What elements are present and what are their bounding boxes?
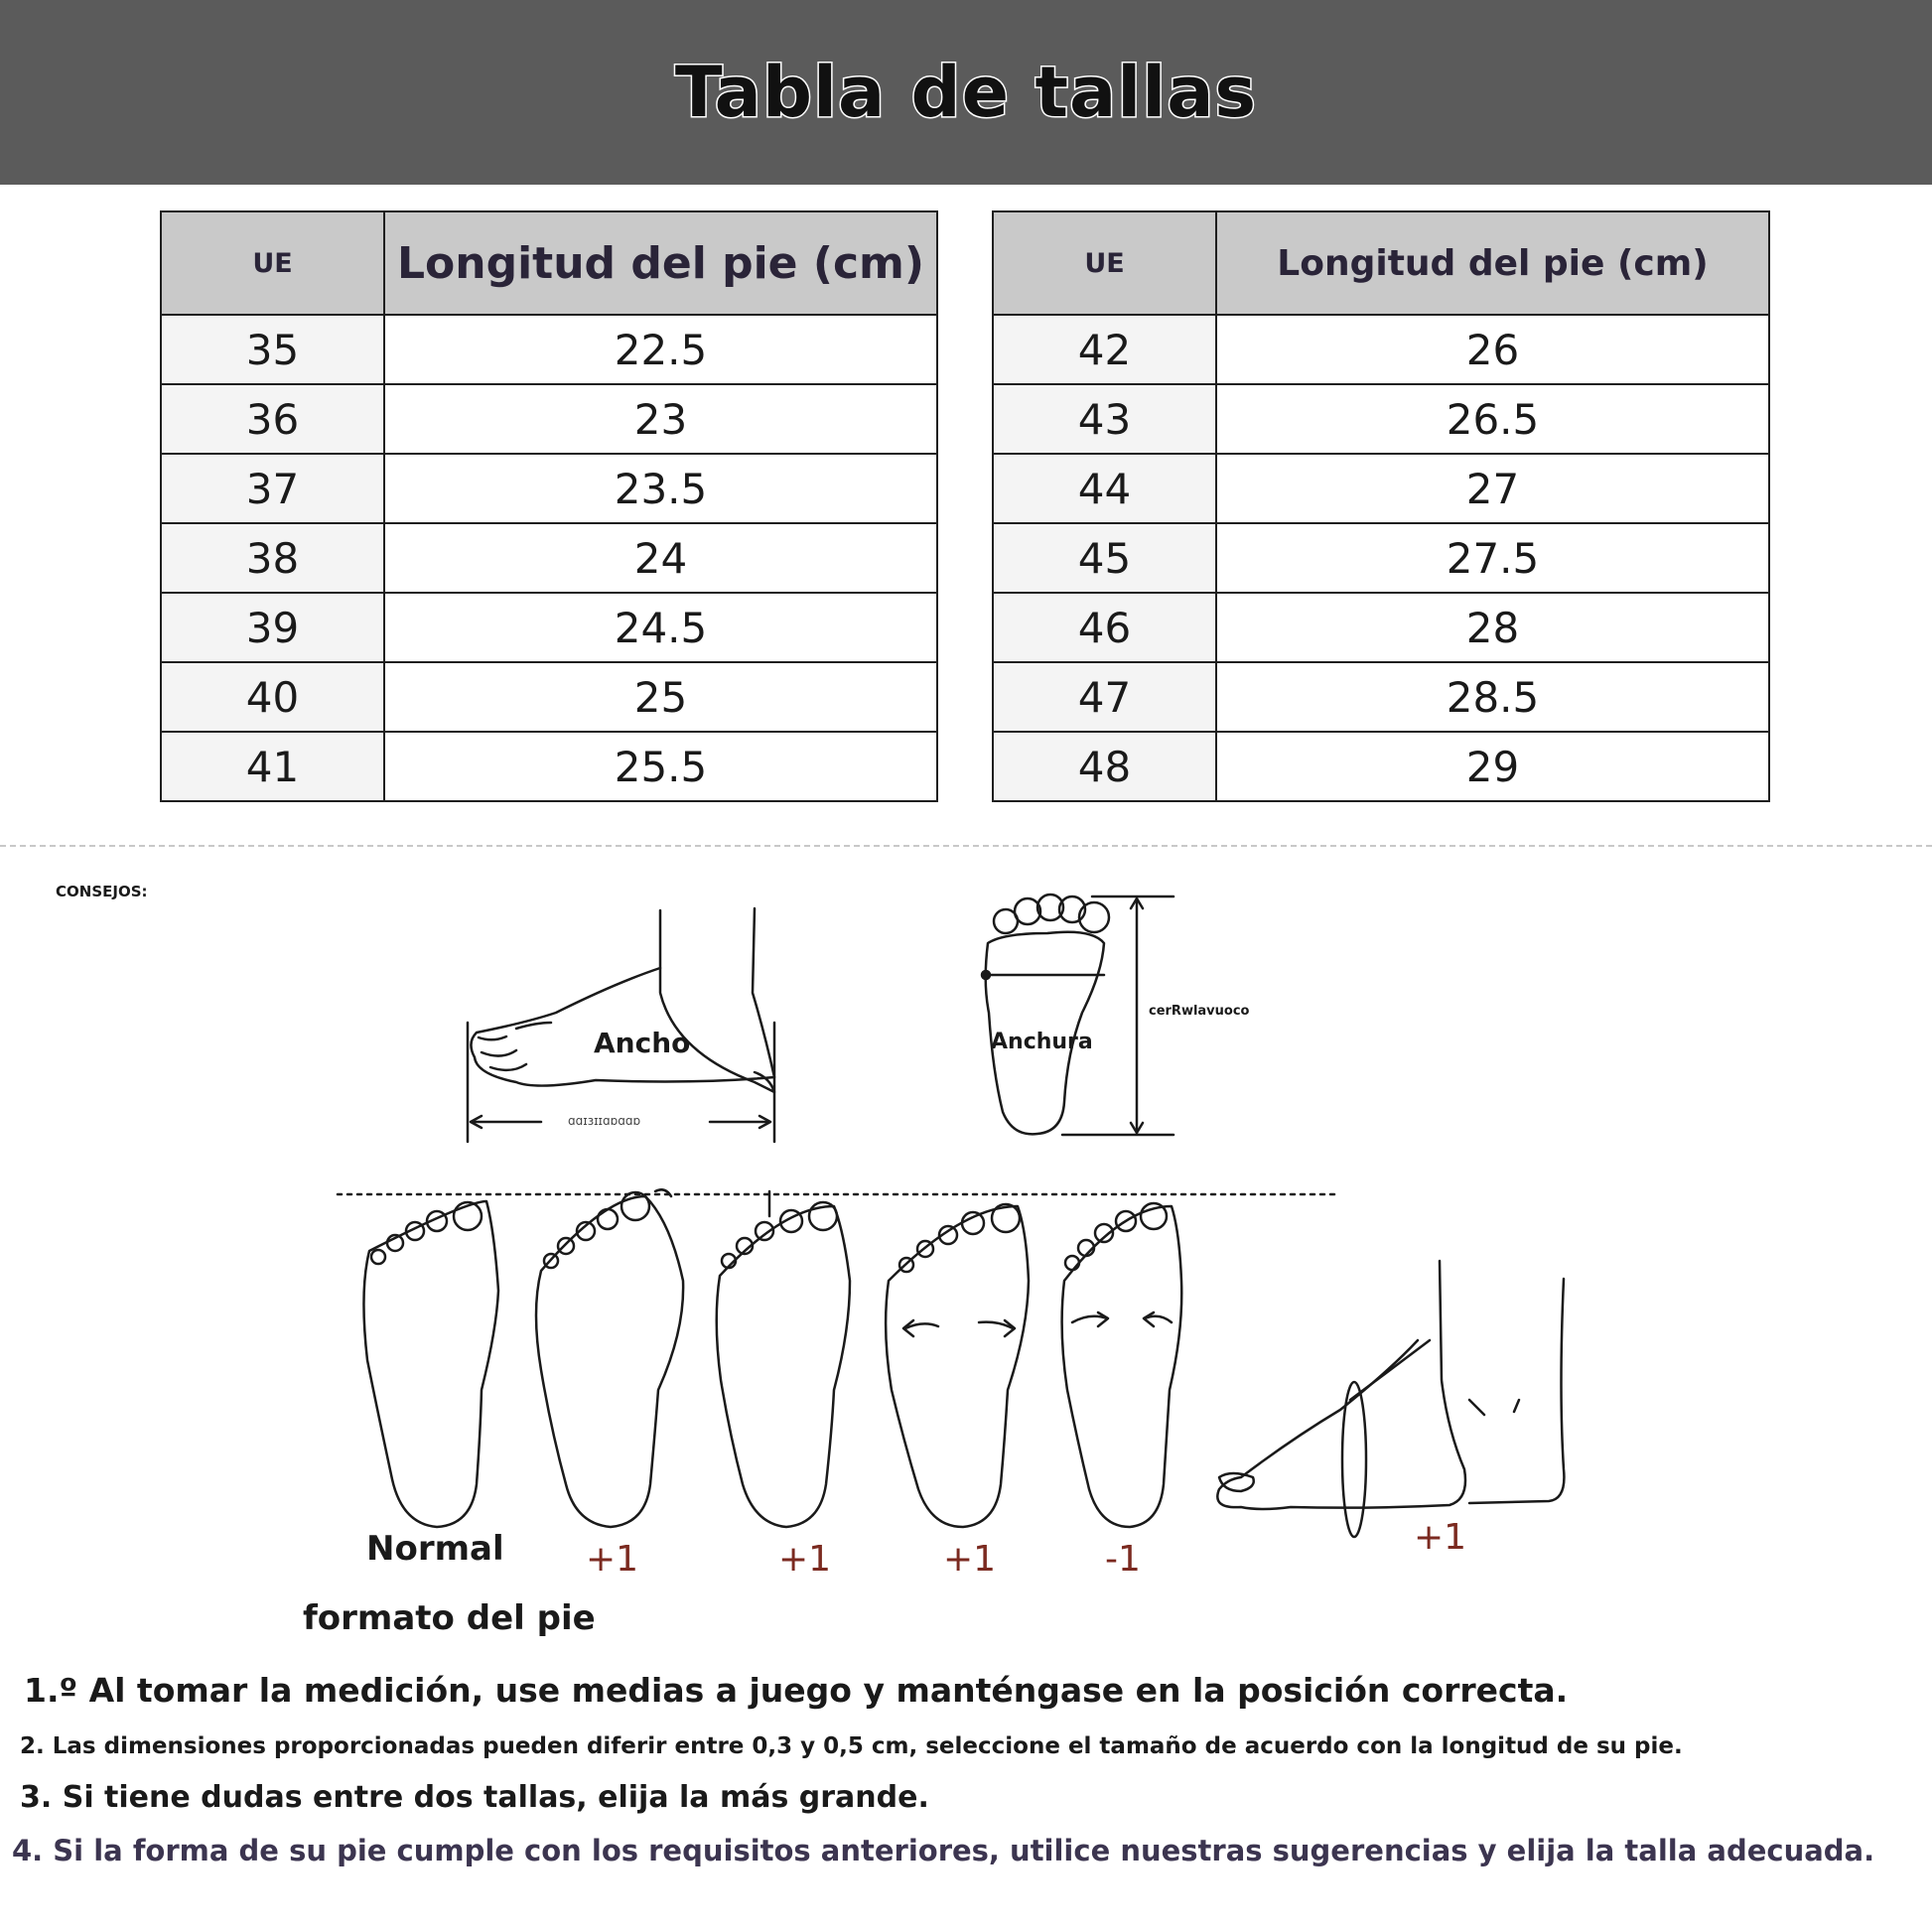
cell-ue: 41 <box>161 732 384 801</box>
cell-length: 23.5 <box>384 454 937 523</box>
side-foot-measure-label: ɑɑɪɜɪɪɑɒɑɑɒ <box>568 1114 641 1128</box>
cell-ue: 40 <box>161 662 384 732</box>
header-length: Longitud del pie (cm) <box>1216 211 1769 315</box>
adjust-label: +1 <box>586 1539 639 1580</box>
cell-length: 26 <box>1216 315 1769 384</box>
side-foot-icon <box>468 908 774 1142</box>
top-foot-icon <box>982 895 1173 1135</box>
cell-length: 24.5 <box>384 593 937 662</box>
cell-length: 27 <box>1216 454 1769 523</box>
cell-length: 26.5 <box>1216 384 1769 454</box>
cell-length: 29 <box>1216 732 1769 801</box>
cell-ue: 44 <box>993 454 1216 523</box>
cell-length: 25 <box>384 662 937 732</box>
cell-length: 22.5 <box>384 315 937 384</box>
tip-1: 1.º Al tomar la medición, use medias a juego y manténgase en la posición correcta. <box>24 1671 1569 1710</box>
adjust-label: +1 <box>1414 1517 1467 1558</box>
foot-wide-toe-icon <box>536 1189 683 1527</box>
foot-normal-icon <box>363 1201 498 1527</box>
cell-ue: 47 <box>993 662 1216 732</box>
side-foot-label: Ancho <box>594 1027 691 1059</box>
tips-label: CONSEJOS: <box>56 883 148 900</box>
normal-label: Normal <box>366 1529 504 1569</box>
cell-ue: 43 <box>993 384 1216 454</box>
cell-ue: 46 <box>993 593 1216 662</box>
tip-3: 3. Si tiene dudas entre dos tallas, elija la más grande. <box>20 1780 929 1815</box>
cell-ue: 39 <box>161 593 384 662</box>
page-title: Tabla de tallas <box>674 52 1258 133</box>
cell-ue: 36 <box>161 384 384 454</box>
header-ue: UE <box>161 211 384 315</box>
header-ue: UE <box>993 211 1216 315</box>
cell-ue: 42 <box>993 315 1216 384</box>
cell-ue: 35 <box>161 315 384 384</box>
cell-ue: 48 <box>993 732 1216 801</box>
foot-high-instep-icon <box>1217 1261 1564 1537</box>
cell-length: 23 <box>384 384 937 454</box>
tip-2: 2. Las dimensiones proporcionadas pueden diferir entre 0,3 y 0,5 cm, seleccione el tamaño de acuerdo con la longitud de su pie. <box>20 1733 1683 1759</box>
foot-shape-label: formato del pie <box>303 1598 596 1638</box>
cell-length: 28 <box>1216 593 1769 662</box>
cell-length: 25.5 <box>384 732 937 801</box>
header-length: Longitud del pie (cm) <box>384 211 937 315</box>
top-foot-label: Anchura <box>991 1030 1093 1054</box>
top-foot-measure-label: cerRwlavuoco <box>1149 1004 1250 1019</box>
cell-ue: 45 <box>993 523 1216 593</box>
adjust-label: -1 <box>1105 1539 1141 1580</box>
adjust-label: +1 <box>778 1539 832 1580</box>
cell-length: 27.5 <box>1216 523 1769 593</box>
foot-narrow-icon <box>1062 1203 1182 1527</box>
cell-length: 24 <box>384 523 937 593</box>
foot-long-toe-icon <box>717 1191 850 1527</box>
tip-4: 4. Si la forma de su pie cumple con los requisitos anteriores, utilice nuestras sugerencias y elija la talla adecuada. <box>12 1834 1875 1867</box>
cell-length: 28.5 <box>1216 662 1769 732</box>
cell-ue: 38 <box>161 523 384 593</box>
foot-wide-icon <box>886 1204 1029 1527</box>
adjust-label: +1 <box>943 1539 997 1580</box>
cell-ue: 37 <box>161 454 384 523</box>
